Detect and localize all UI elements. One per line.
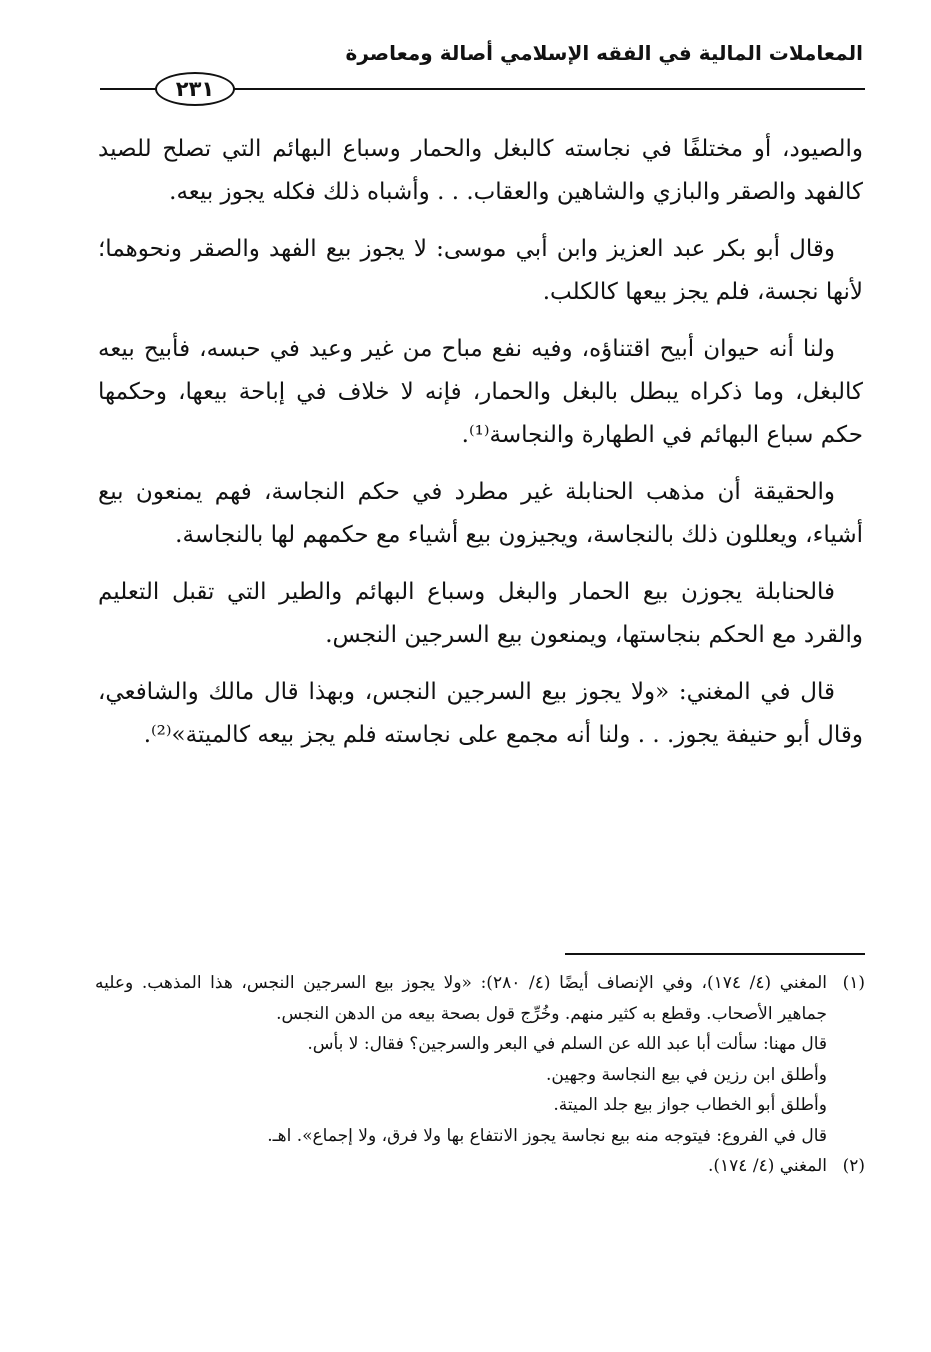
- page-number: ٢٣١: [155, 72, 235, 106]
- footnote-2: [95, 1151, 865, 1182]
- footnote-line: وأطلق أبو الخطاب جواز بيع جلد الميتة.: [553, 1095, 827, 1115]
- paragraph: والحقيقة أن مذهب الحنابلة غير مطرد في حكم النجاسة، فهم يمنعون بيع أشياء، ويعللون ذلك بالنجاسة، ويجيزون بيع أشياء مع حكمهم لها بالنجاسة.: [98, 479, 863, 548]
- footnotes: [95, 968, 865, 1182]
- paragraph: وقال أبو بكر عبد العزيز وابن أبي موسى: لا يجوز بيع الفهد والصقر ونحوهما؛ لأنها نجسة، فلم يجز بيعها كالكلب.: [98, 236, 863, 305]
- footnote-line: المغني (٤/ ١٧٤).: [707, 1156, 827, 1176]
- footnote-line: وأطلق ابن رزين في بيع النجاسة وجهين.: [546, 1064, 827, 1085]
- footnote-separator: [565, 953, 865, 955]
- paragraph: قال في المغني: «ولا يجوز بيع السرجين النجس، وبهذا قال مالك والشافعي، وقال أبو حنيفة يجوز. . . ولنا أنه مجمع على نجاسته فلم يجز بيعه كالميتة»⁽²⁾.: [98, 679, 863, 748]
- footnote-number: (٢): [842, 1156, 865, 1176]
- footnote-body: [95, 968, 827, 1151]
- footnote-1: [95, 968, 865, 1151]
- footnote-line: قال مهنا: سألت أبا عبد الله عن السلم في البعر والسرجين؟ فقال: لا بأس.: [307, 1034, 827, 1054]
- footnote-line: المغني (٤/ ١٧٤)، وفي الإنصاف أيضًا (٤/ ٢٨٠): «ولا يجوز بيع السرجين النجس، هذا المذهب. وعليه جماهير الأصحاب. وقطع به كثير منهم. وخُرِّج قول بصحة بيعه من الدهن النجس.: [95, 973, 827, 1024]
- footnote-line: قال في الفروع: فيتوجه منه بيع نجاسة يجوز الانتفاع بها ولا فرق، ولا إجماع». اهـ.: [267, 1125, 827, 1146]
- paragraph: ولنا أنه حيوان أبيح اقتناؤه، وفيه نفع مباح من غير وعيد في حبسه، فأبيح بيعه كالبغل، وما ذكراه يبطل بالبغل والحمار، فإنه لا خلاف في إباحة بيعها، وحكمها حكم سباع البهائم في الطهارة والنجاسة⁽¹⁾.: [98, 336, 863, 448]
- footnote-number: (١): [842, 973, 865, 993]
- paragraph: فالحنابلة يجوزن بيع الحمار والبغل وسباع البهائم والطير التي تقبل التعليم والقرد مع الحكم بنجاستها، ويمنعون بيع السرجين النجس.: [98, 579, 863, 648]
- footnote-body: [95, 1151, 827, 1182]
- running-title: المعاملات المالية في الفقه الإسلامي أصالة ومعاصرة: [345, 41, 863, 65]
- paragraph: والصيود، أو مختلفًا في نجاسته كالبغل والحمار وسباع البهائم التي تصلح للصيد كالفهد والصقر والبازي والشاهين والعقاب. . . وأشباه ذلك فكله يجوز بيعه.: [98, 136, 863, 205]
- main-text: [98, 128, 863, 771]
